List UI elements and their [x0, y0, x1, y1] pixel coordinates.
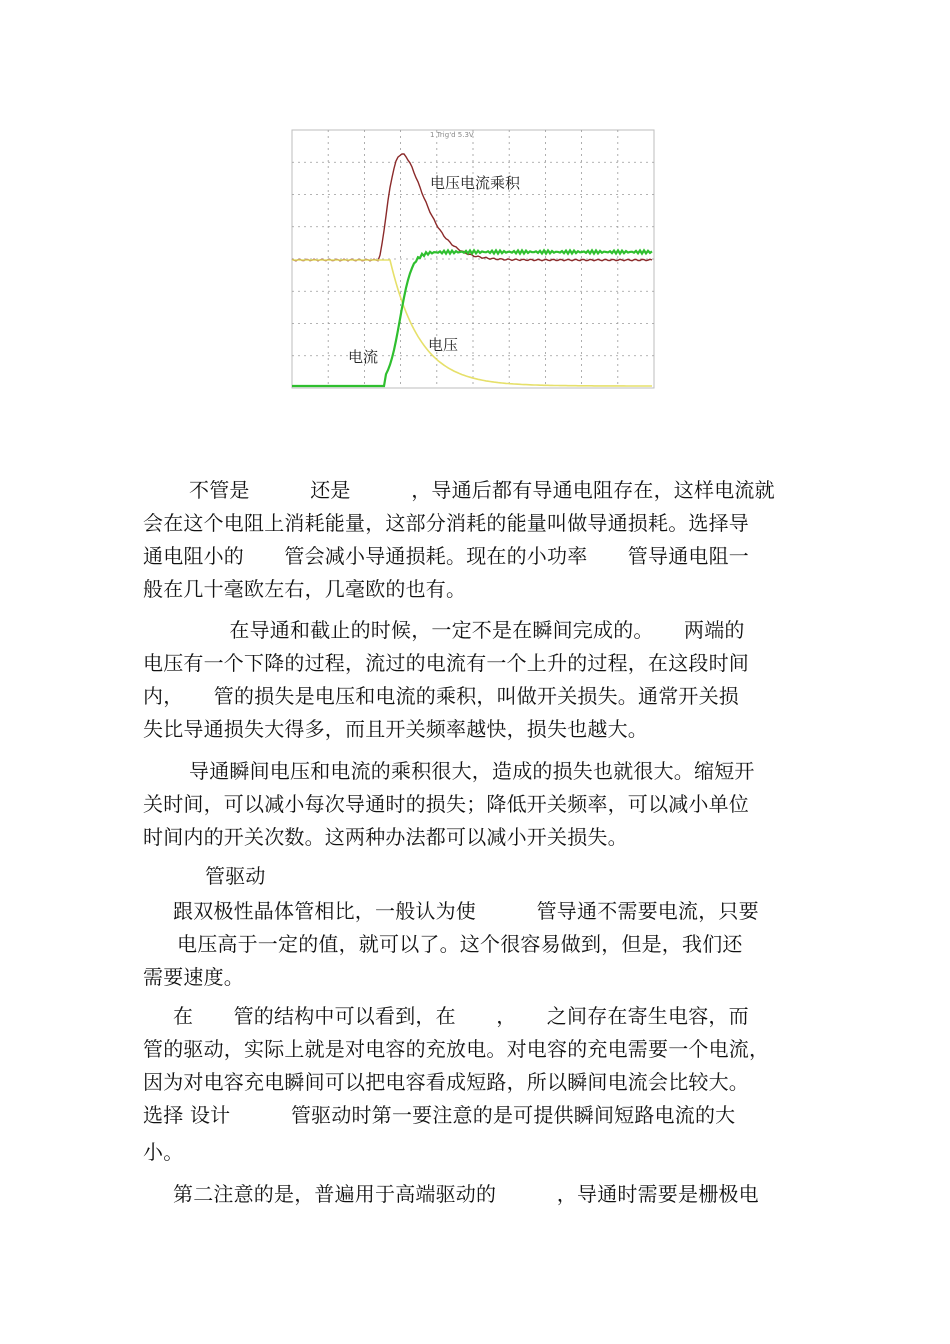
text-line: 电压有一个下降的过程，流过的电流有一个上升的过程，在这段时间 — [143, 651, 749, 675]
text-line: 小。 — [143, 1140, 184, 1164]
text-line: 通电阻小的 管会减小导通损耗。现在的小功率 管导通电阻一 — [143, 544, 749, 568]
paragraph-conduction-loss — [143, 474, 813, 606]
text-line: 般在几十毫欧左右，几毫欧的也有。 — [143, 577, 467, 601]
text-line: 电压高于一定的值，就可以了。这个很容易做到，但是，我们还 — [177, 932, 743, 956]
text-line: 选择 设计 管驱动时第一要注意的是可提供瞬间短路电流的大 — [143, 1103, 736, 1127]
text-line: 会在这个电阻上消耗能量，这部分消耗的能量叫做导通损耗。选择导 — [143, 511, 749, 535]
text-line: 在 管的结构中可以看到，在 ， 之间存在寄生电容，而 — [173, 1004, 749, 1028]
text-line: 关时间，可以减小每次导通时的损失；降低开关频率，可以减小单位 — [143, 792, 749, 816]
text-line: 在导通和截止的时候，一定不是在瞬间完成的。 两端的 — [189, 618, 745, 642]
paragraph-switching-loss — [143, 614, 813, 746]
label-voltage: 电压 — [428, 336, 459, 354]
text-line: 导通瞬间电压和电流的乘积很大，造成的损失也就很大。缩短开 — [189, 759, 755, 783]
text-line: 需要速度。 — [143, 965, 244, 989]
text-line: 因为对电容充电瞬间可以把电容看成短路，所以瞬间电流会比较大。 — [143, 1070, 749, 1094]
text-line: 失比导通损失大得多，而且开关频率越快，损失也越大。 — [143, 717, 648, 741]
text-line: 管的驱动，实际上就是对电容的充放电。对电容的充电需要一个电流， — [143, 1037, 770, 1061]
scope-header-text: 1 Trig'd 5.3V — [430, 131, 474, 139]
text-line: 跟双极性晶体管相比，一般认为使 管导通不需要电流，只要 — [173, 899, 759, 923]
section-heading-drive — [143, 860, 813, 893]
oscilloscope-plot — [290, 128, 656, 390]
label-current: 电流 — [348, 348, 379, 366]
text-line: 时间内的开关次数。这两种办法都可以减小开关损失。 — [143, 825, 628, 849]
heading-text: 管驱动 — [205, 864, 266, 888]
text-line: 不管是 还是 ，导通后都有导通电阻存在，这样电流就 — [189, 478, 775, 502]
paragraph-high-side — [143, 1178, 813, 1211]
oscilloscope-figure — [290, 128, 656, 390]
label-product: 电压电流乘积 — [430, 174, 521, 192]
paragraph-capacitance — [143, 1000, 813, 1169]
text-line: 内， 管的损失是电压和电流的乘积，叫做开关损失。通常开关损 — [143, 684, 739, 708]
paragraph-drive-intro — [143, 895, 813, 994]
paragraph-reduce-loss — [143, 755, 813, 854]
text-line: 第二注意的是，普遍用于高端驱动的 ，导通时需要是栅极电 — [173, 1182, 759, 1206]
